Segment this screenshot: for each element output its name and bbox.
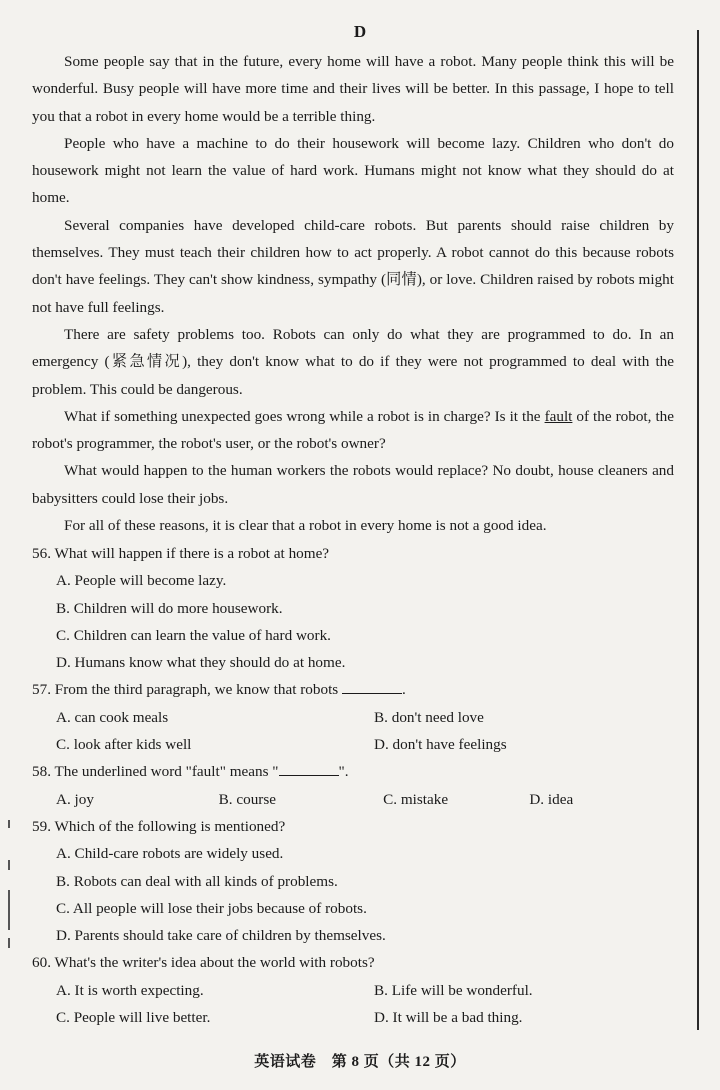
question-stem-text: 57. From the third paragraph, we know that robots bbox=[32, 681, 339, 699]
question-60 bbox=[32, 949, 692, 1031]
section-label: D bbox=[353, 22, 367, 41]
reading-passage bbox=[32, 48, 674, 539]
passage-text: of the robot, the robot's programmer, the robot's user, or the robot's owner? bbox=[32, 407, 675, 453]
underlined-word: fault bbox=[544, 407, 573, 425]
option-a: A. Child-care robots are widely used. bbox=[56, 845, 284, 863]
option-row bbox=[32, 977, 692, 1004]
passage-paragraph-2: People who have a machine to do their housework will become lazy. Children who don't do housework might not learn the value of hard work. Humans might not know what they should do at home. bbox=[32, 134, 674, 207]
option-c: C. look after kids well bbox=[56, 736, 192, 754]
passage-paragraph-3: Several companies have developed child-care robots. But parents should raise children by themselves. They must teach their children how to act properly. A robot cannot do this because robots don't have feelings. They can't show kindness, sympathy (同情), or love. Children raised by robots might not have full feelings. bbox=[32, 216, 674, 316]
binding-marks bbox=[8, 820, 10, 950]
margin-rule bbox=[697, 30, 699, 1030]
option-c: C. Children can learn the value of hard work. bbox=[56, 626, 331, 644]
option-b: B. Life will be wonderful. bbox=[374, 981, 533, 999]
question-57 bbox=[32, 676, 692, 758]
option-d: D. It will be a bad thing. bbox=[374, 1009, 523, 1027]
option-b: B. Children will do more housework. bbox=[56, 599, 283, 617]
option-a: A. joy bbox=[56, 790, 94, 808]
option-row bbox=[32, 731, 692, 758]
binding-mark bbox=[8, 938, 10, 948]
option-row bbox=[32, 1004, 692, 1031]
question-stem-text: . bbox=[402, 681, 406, 699]
page-footer: 英语试卷 第 8 页（共 12 页） bbox=[254, 1054, 466, 1070]
option-row bbox=[32, 786, 692, 813]
option-d: D. Parents should take care of children by themselves. bbox=[56, 927, 386, 945]
passage-paragraph-5 bbox=[32, 403, 674, 458]
answer-blank bbox=[279, 761, 339, 776]
option-a: A. People will become lazy. bbox=[56, 572, 227, 590]
question-list bbox=[32, 540, 692, 1031]
passage-paragraph-1: Some people say that in the future, every home will have a robot. Many people think this will be wonderful. Busy people will have more time and their lives will be better. In this passage, I hope to tell you that a robot in every home would be a terrible thing. bbox=[32, 53, 674, 125]
passage-paragraph-7: For all of these reasons, it is clear that a robot in every home is not a good idea. bbox=[64, 517, 547, 535]
binding-mark bbox=[8, 860, 10, 870]
question-stem-text: ". bbox=[338, 763, 349, 781]
passage-paragraph-4: There are safety problems too. Robots can only do what they are programmed to do. In an emergency (紧急情况), they don't know what to do if they were not programmed to deal with the problem. This could be dangerous. bbox=[32, 325, 674, 398]
option-c: C. People will live better. bbox=[56, 1009, 211, 1027]
option-row bbox=[32, 704, 692, 731]
question-59 bbox=[32, 813, 692, 949]
question-stem bbox=[32, 758, 692, 785]
option-c: C. mistake bbox=[383, 790, 449, 808]
option-b: B. course bbox=[218, 790, 277, 808]
option-a: A. can cook meals bbox=[56, 708, 169, 726]
question-stem: 60. What's the writer's idea about the world with robots? bbox=[32, 954, 375, 972]
answer-blank bbox=[342, 679, 402, 694]
option-d: D. Humans know what they should do at home. bbox=[56, 654, 346, 672]
option-d: D. idea bbox=[529, 790, 574, 808]
option-b: B. don't need love bbox=[374, 708, 484, 726]
binding-mark bbox=[8, 820, 10, 828]
question-58 bbox=[32, 758, 692, 813]
option-c: C. All people will lose their jobs because of robots. bbox=[56, 899, 367, 917]
option-b: B. Robots can deal with all kinds of problems. bbox=[56, 872, 338, 890]
question-stem-text: 58. The underlined word "fault" means " bbox=[32, 763, 279, 781]
question-stem bbox=[32, 676, 692, 703]
question-56 bbox=[32, 540, 692, 676]
question-stem: 56. What will happen if there is a robot at home? bbox=[32, 545, 330, 562]
passage-text: What if something unexpected goes wrong while a robot is in charge? Is it the bbox=[64, 407, 545, 425]
question-stem: 59. Which of the following is mentioned? bbox=[32, 817, 286, 835]
passage-paragraph-6: What would happen to the human workers the robots would replace? No doubt, house cleaners and babysitters could lose their jobs. bbox=[32, 462, 674, 507]
option-a: A. It is worth expecting. bbox=[56, 981, 204, 999]
option-d: D. don't have feelings bbox=[374, 736, 507, 754]
binding-mark bbox=[8, 890, 10, 930]
